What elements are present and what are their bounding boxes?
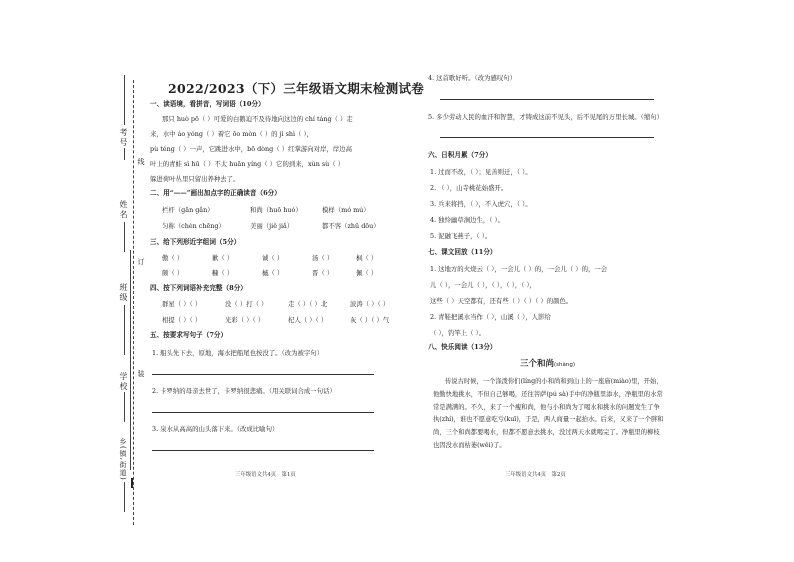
s4-item: 群星（ ）（ ） xyxy=(162,300,202,308)
s4-item: 光彩（ ）（ ） xyxy=(225,316,265,324)
exam-number-line xyxy=(124,75,125,125)
township-label: 乡(镇,街道) xyxy=(119,438,127,481)
exam-number-label: 考号 xyxy=(119,128,128,148)
s3-item: 诚（ ） xyxy=(262,254,284,262)
s1-heading: 一、读语境，看拼音，写词语（10分） xyxy=(150,100,265,108)
class-line xyxy=(124,305,125,355)
school-line xyxy=(124,392,125,422)
answer-line xyxy=(152,450,374,451)
class-label: 班级 xyxy=(119,283,128,303)
s3-item: 晋（ ） xyxy=(312,269,334,277)
s3-item: 枫（ ） xyxy=(356,254,378,262)
answer-line xyxy=(152,412,374,413)
s4-heading: 四、按下列词语补充完整（8分） xyxy=(150,284,247,292)
s3-item: 槭（ ） xyxy=(262,269,284,277)
story-paragraph: 传说古时候，一个涤泼你们(líng的小和尚和到山上的一座庙(miào)里，开始，他勤快地挑水，不但自己够喝，还往菩萨(pú sà)手中的净瓶里添水，净瓶里的水常常是满满的。不久，来了一个瘦和尚，他与小和尚为了喝水和挑水的问题发生了争执(zhí)，谁也不愿意吃亏(kuī)，于是，两人商量一起抬水。后来，又来了一个胖和尚，三个和尚都要喝水，但都不愿意去挑水，没过两天水就喝完了。净瓶里的柳枝也因没水而枯萎(wěi)了。 xyxy=(433,378,664,449)
s6-line: 4. 独怜幽草涧边生，（ ）。 xyxy=(430,216,505,224)
s1-line: pù téng（ ）一声，它跳进水中，bō dòng（ ）红掌游向对岸，岸边高 xyxy=(150,145,352,153)
answer-line xyxy=(440,99,654,100)
name-line xyxy=(124,222,125,252)
edge-mark xyxy=(131,478,133,488)
seal-mark-bind: 订 xyxy=(137,258,145,267)
s3-heading: 三、给下列形近字组词（5分） xyxy=(150,238,241,246)
s4-item: 没（ ）打（ ） xyxy=(225,300,268,308)
s5-q2: 2. 卡罗纳的母亲去世了，卡罗纳很悲痛。（用关联词合成一句话） xyxy=(152,387,336,395)
s3-item: 糠（ ） xyxy=(212,269,234,277)
answer-line xyxy=(152,374,374,375)
s2-heading: 二、用“——”画出加点字的正确读音（6分） xyxy=(150,189,281,197)
s7-line: 儿（ ），一会儿（ ），（ ），（ ），（ ）， xyxy=(430,281,536,289)
s3-item: 傲（ ） xyxy=(162,254,184,262)
s1-line: 叶上的青蛙 sì hū（ ）不太 huān yíng（ ）它的到来，xùn sù（ ） xyxy=(150,160,345,168)
s1-line: 躲进荷叶丛里只留出养种去了。 xyxy=(150,175,240,183)
s5-q5: 5. 多少劳动人民的血汗和智慧，才铸成这前不见头，后不见尾的万里长城。（缩句） xyxy=(428,113,663,121)
s2-item: 美丽（jiě jiǎ） xyxy=(250,222,294,230)
s3-item: 颇（ ） xyxy=(162,269,184,277)
s7-line: 2. 青鞋把溪水当作（ ），山溪（ ），人影给 xyxy=(430,313,551,321)
s5-q1: 1. 船头先下去，原地，海水把船尾也按没了。（改为被字句） xyxy=(152,349,324,357)
seal-mark-install: 装 xyxy=(137,370,145,379)
exam-title: 2022/2023（下）三年级语文期末检测试卷 xyxy=(168,81,425,96)
s4-item: 波涛（ ）（ ） xyxy=(350,300,390,308)
s2-item: 和尚（huō huó） xyxy=(250,206,302,214)
story-title-text: 三个和尚 xyxy=(520,359,555,369)
s3-item: 歉（ ） xyxy=(212,254,234,262)
s1-line: 那只 huò pō（ ）可爱的白鹅迫不及待地向这边的 chí táng（ ）走 xyxy=(162,115,353,123)
exam-number-line-2 xyxy=(124,148,125,160)
answer-line xyxy=(440,137,654,138)
s5-heading: 五、按要求写句子（7分） xyxy=(150,331,228,339)
seal-line xyxy=(133,80,134,525)
s4-item: 相提（ ）（ ） xyxy=(162,316,202,324)
footer-right: 三年级语文共4页 第2页 xyxy=(505,472,566,478)
s7-heading: 七、课文回放（11分） xyxy=(428,248,497,256)
s6-line: 5. 泥融飞燕子，（ ）。 xyxy=(430,232,492,240)
s6-line: 1. 过而不改，（ ）；见善则迁，（ ）。 xyxy=(430,168,532,176)
township-line xyxy=(124,482,125,512)
s5-q3: 3. 泉水从高高的山头落下来。（改成比喻句） xyxy=(152,425,279,433)
s1-line: 来，水中 áo yóng（ ）着它 ōo mòn（ ）的 jì shì（ ）， xyxy=(150,130,314,138)
s2-item: 都不客（zhū dōu） xyxy=(322,222,380,230)
s3-item: 汤（ ） xyxy=(312,254,334,262)
footer-left: 三年级语文共4页 第1页 xyxy=(235,472,296,478)
s4-item: 走（ ）（ ）北 xyxy=(288,300,328,308)
name-label: 姓名 xyxy=(119,200,128,220)
s2-item: 匀称（chèn chēng） xyxy=(162,222,225,230)
s2-item: 栏杆（gān gǎn） xyxy=(162,206,214,214)
school-label: 学校 xyxy=(119,372,128,392)
story-title xyxy=(520,357,575,369)
s8-heading: 八、快乐阅读（13分） xyxy=(428,343,497,351)
s4-item: 灰（ ）（ ）气 xyxy=(350,316,390,324)
story-title-pinyin: (shàng) xyxy=(554,362,576,368)
s6-line: 3. 兵来将挡，（ ），不入虎穴，（ ）。 xyxy=(430,200,532,208)
s7-line: （ ），钓竿上（ ）。 xyxy=(430,329,486,337)
s7-line: 这些（ ）天空都有，还有些（ ）（ ）（ ）的颜色。 xyxy=(430,297,573,305)
seal-mark-line: 线 xyxy=(137,158,145,167)
s2-item: 模样（mó mú） xyxy=(322,206,370,214)
s6-line: 2. （ ），山寺桃花始盛开。 xyxy=(430,184,508,192)
s6-heading: 六、日积月累（7分） xyxy=(428,151,492,159)
s4-item: 杞人（ ）（ ） xyxy=(288,316,328,324)
binding-border xyxy=(130,250,131,470)
s3-item: 佩（ ） xyxy=(356,269,378,277)
s7-line: 1. 这地方的火烧云（ ），一会儿（ ）的，一会儿（ ）的，一会 xyxy=(430,265,608,273)
s5-q4: 4. 这首歌好听。（改为感叹句） xyxy=(428,74,517,82)
